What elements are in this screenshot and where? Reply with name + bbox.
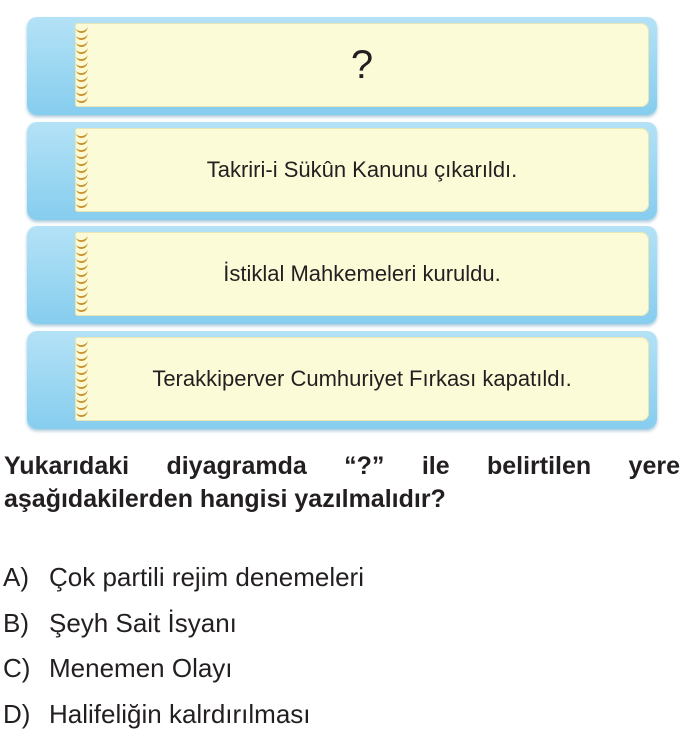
- spiral-coil-icon: [76, 305, 89, 313]
- spiral-binding-icon: [75, 27, 89, 103]
- card-panel: [75, 128, 649, 212]
- option-a[interactable]: [3, 555, 679, 601]
- card-text: İstiklal Mahkemeleri kuruldu.: [223, 261, 501, 286]
- option-letter: A): [3, 562, 29, 592]
- option-c[interactable]: [3, 646, 679, 692]
- diagram-card-terakkiperver: [27, 331, 657, 429]
- spiral-binding-icon: [75, 341, 89, 417]
- spiral-binding-icon: [75, 132, 89, 208]
- diagram-card-takrir: [27, 122, 657, 220]
- option-b[interactable]: [3, 601, 679, 647]
- option-text: Çok partili rejim denemeleri: [49, 562, 364, 592]
- spiral-coil-icon: [76, 96, 89, 104]
- option-text: Halifeliğin kalrdırılması: [49, 698, 311, 729]
- card-panel: [75, 337, 649, 421]
- option-letter: B): [3, 607, 29, 638]
- option-letter: D): [3, 698, 31, 729]
- option-d[interactable]: [3, 692, 679, 738]
- card-panel: [75, 23, 649, 107]
- card-panel: [75, 232, 649, 316]
- spiral-coil-icon: [76, 410, 89, 418]
- diagram-card-istiklal: [27, 226, 657, 324]
- card-text: ?: [350, 43, 374, 87]
- question-text: Yukarıdaki diyagramda “?” ile belirtilen yere aşağıdakilerden hangisi yazılmalıdır?: [4, 452, 680, 513]
- option-text: Menemen Olayı: [49, 653, 233, 683]
- answer-options: [3, 555, 679, 737]
- option-letter: C): [3, 653, 31, 683]
- card-text: Terakkiperver Cumhuriyet Fırkası kapatıldı.: [152, 366, 572, 391]
- spiral-coil-icon: [76, 201, 89, 209]
- spiral-binding-icon: [75, 236, 89, 312]
- card-text: Takriri-i Sükûn Kanunu çıkarıldı.: [206, 157, 518, 182]
- option-text: Şeyh Sait İsyanı: [49, 607, 237, 638]
- diagram-card-question: [27, 17, 657, 115]
